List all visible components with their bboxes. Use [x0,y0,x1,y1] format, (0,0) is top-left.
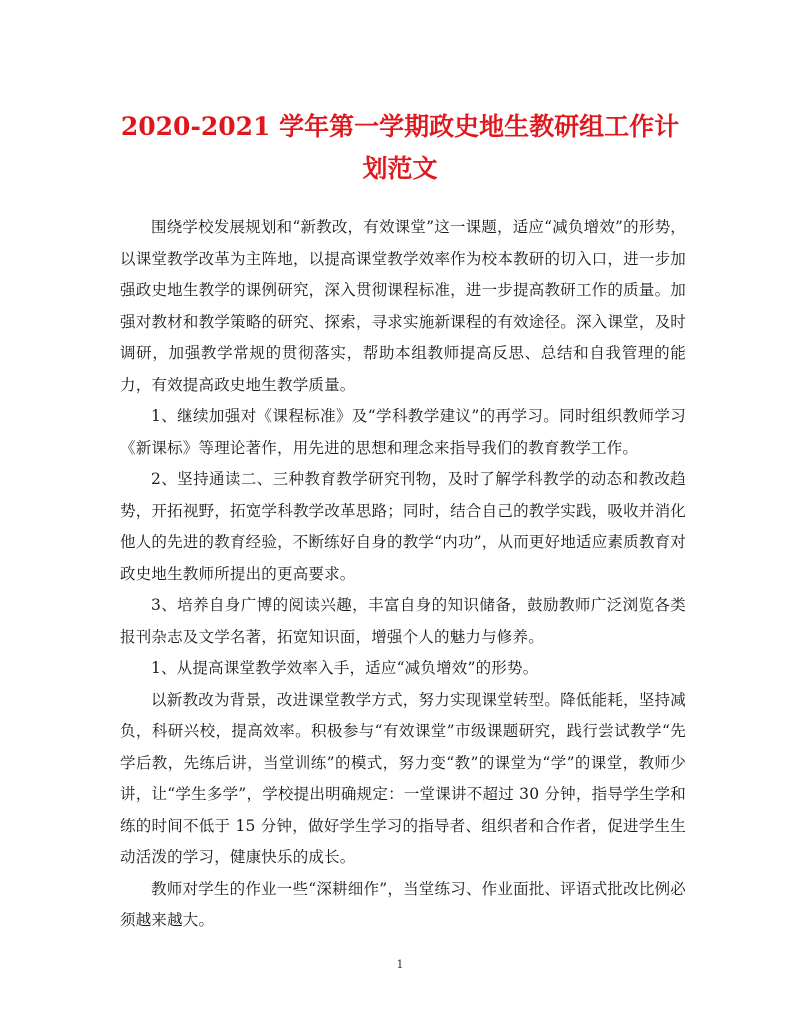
paragraph-homework: 教师对学生的作业一些“深耕细作”，当堂练习、作业面批、评语式批改比例必须越来越大。 [120,879,686,929]
paragraph-classroom-reform: 以新教改为背景，改进课堂教学方式，努力实现课堂转型。降低能耗，坚持减负，科研兴校，提高效率。积极参与“有效课堂”市级课题研究，践行尝试教学“先学后教，先练后讲，当堂训练”的模式，努力变“教”的课堂为“学”的课堂，教师少讲，让“学生多学”，学校提出明确规定：一堂课讲不超过 30 分钟，指导学生学和练的时间不低于 15 分钟，做好学生学习的指导者、组织者和合作者，促进学生生动活泼的学习，健康快乐的成长。 [120,690,686,866]
document-title: 2020-2021 学年第一学期政史地生教研组工作计划范文 [120,112,680,183]
document-body [120,212,686,937]
page-number: 1 [396,958,404,971]
paragraph-item-3: 3、培养自身广博的阅读兴趣，丰富自身的知识储备，鼓励教师广泛浏览各类报刊杂志及文学名著，拓宽知识面，增强个人的魅力与修养。 [120,596,686,646]
paragraph-item-1: 1、继续加强对《课程标准》及“学科教学建议”的再学习。同时组织教师学习《新课标》等理论著作，用先进的思想和理念来指导我们的教育教学工作。 [120,407,686,457]
paragraph-item-2: 2、坚持通读二、三种教育教学研究刊物，及时了解学科教学的动态和教改趋势，开拓视野，拓宽学科教学改革思路；同时，结合自己的教学实践，吸收并消化他人的先进的教育经验，不断练好自身的教学“内功”，从而更好地适应素质教育对政史地生教师所提出的更高要求。 [120,470,686,583]
paragraph-section-1: 1、从提高课堂教学效率入手，适应“减负增效”的形势。 [151,659,539,677]
paragraph-intro: 围绕学校发展规划和“新教改，有效课堂”这一课题，适应“减负增效”的形势，以课堂教学改革为主阵地，以提高课堂教学效率作为校本教研的切入口，进一步加强政史地生教学的课例研究，深入贯彻课程标准，进一步提高教研工作的质量。加强对教材和教学策略的研究、探索，寻求实施新课程的有效途径。深入课堂，及时调研，加强教学常规的贯彻落实，帮助本组教师提高反思、总结和自我管理的能力，有效提高政史地生教学质量。 [120,218,686,394]
